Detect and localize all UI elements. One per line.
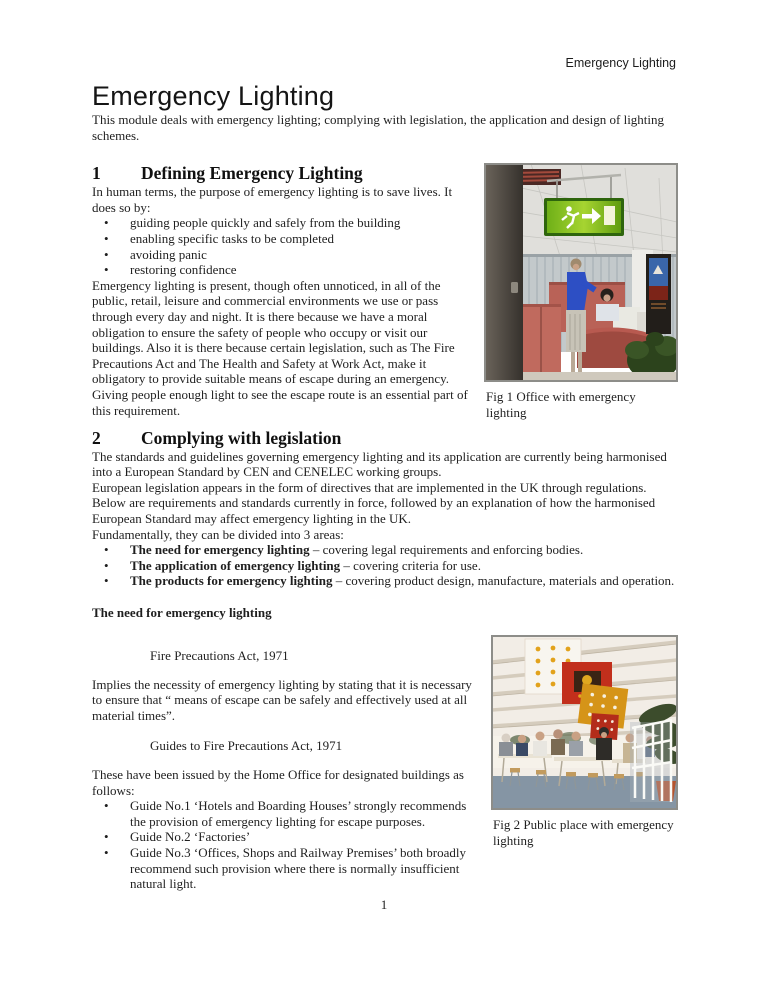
bullet-text: Guide No.3 ‘Offices, Shops and Railway Premises’ both broadly recommend such provision where there is normally insufficient natural light.	[130, 844, 467, 892]
bullet-text: guiding people quickly and safely from the building	[130, 215, 401, 231]
list-item	[92, 798, 474, 829]
bullet-lead: The products for emergency lighting	[130, 573, 333, 589]
public-place-photo	[491, 635, 678, 810]
page-title: Emergency Lighting	[92, 81, 335, 111]
bullet-lead: The application of emergency lighting	[130, 557, 341, 573]
bullet-text: Guide No.1 ‘Hotels and Boarding Houses’ strongly recommends the provision of emergency lighting for escape purposes.	[130, 798, 467, 829]
bullet-text	[130, 558, 676, 574]
bullet-icon	[92, 798, 130, 829]
section-2-number: 2	[92, 427, 101, 448]
bullet-icon	[92, 573, 130, 589]
bullet-text: Guide No.2 ‘Factories’	[130, 829, 251, 845]
section-1-heading-text: Defining Emergency Lighting	[141, 163, 363, 184]
section-1-paragraph: Emergency lighting is present, though often unnoticed, in all of the public, retail, leisure and commercial environments we use or pass through every day and night. It is there because we have a moral obligation to ensure the safety of people who occupy or visit our buildings. Also it is there because certain legislation, such as The Fire Precautions Act and The Health and Safety at Work Act, make it obligatory to provide suitable means of escape during an emergency. Giving people enough light to see the escape route is an essential part of this requirement.	[92, 277, 468, 418]
display-stand	[646, 254, 671, 334]
section-2-heading	[92, 428, 676, 449]
bullet-icon	[92, 558, 130, 574]
acts-section	[92, 635, 676, 892]
railing	[630, 720, 672, 802]
bullet-text	[130, 542, 676, 558]
office-photo	[484, 163, 678, 382]
bullet-text	[130, 573, 676, 589]
bullet-icon	[92, 231, 130, 247]
section-2-paragraph: Fundamentally, they can be divided into 3 areas:	[92, 526, 344, 542]
section-1-paragraph: In human terms, the purpose of emergency lighting is to save lives. It does so by:	[92, 184, 453, 215]
list-item	[92, 845, 474, 892]
section-1-text-column	[92, 163, 474, 418]
bullet-rest: – covering legal requirements and enforcing bodies.	[309, 542, 584, 558]
acts-text-column	[92, 635, 474, 892]
guides-bullet-list	[92, 798, 474, 892]
bullet-text: enabling specific tasks to be completed	[130, 230, 334, 246]
list-item	[92, 231, 474, 247]
figure-1	[484, 163, 676, 422]
page-number: 1	[380, 896, 388, 912]
list-item	[92, 215, 474, 231]
list-item	[92, 247, 474, 263]
section-1-heading	[92, 163, 474, 184]
section-2-paragraph: European legislation appears in the form of directives that are implemented in the UK through regulations. Below are requirements and standards currently in force, followed by an explanation of how the harmonised European Standard may affect emergency lighting in the UK.	[92, 479, 656, 527]
bullet-text: avoiding panic	[130, 246, 207, 262]
bullet-rest: – covering criteria for use.	[340, 557, 481, 573]
act-title: Guides to Fire Precautions Act, 1971	[150, 738, 343, 754]
list-item	[92, 542, 676, 558]
section-2-heading-text: Complying with legislation	[141, 427, 342, 448]
bullet-icon	[92, 542, 130, 558]
bullet-icon	[92, 262, 130, 278]
list-item	[92, 573, 676, 589]
subsection-heading: The need for emergency lighting	[92, 605, 272, 621]
doorway-wall	[485, 164, 523, 381]
section-1-number: 1	[92, 163, 101, 184]
figure-1-caption: Fig 1 Office with emergency lighting	[486, 389, 636, 421]
section-1-bullet-list	[92, 215, 474, 277]
door-handle	[511, 282, 518, 293]
list-item	[92, 262, 474, 278]
bullet-icon	[92, 247, 130, 263]
exit-door-icon	[604, 206, 615, 225]
bullet-icon	[92, 845, 130, 892]
section-1	[92, 163, 676, 422]
bullet-icon	[92, 829, 130, 845]
bullet-icon	[92, 215, 130, 231]
floor	[521, 372, 677, 381]
act-title: Fire Precautions Act, 1971	[150, 648, 289, 664]
section-2-paragraph: The standards and guidelines governing emergency lighting and its application are currently being harmonised into a European Standard by CEN and CENELEC working groups.	[92, 448, 667, 480]
list-item	[92, 829, 474, 845]
running-header: Emergency Lighting	[565, 56, 676, 70]
list-item	[92, 558, 676, 574]
bullet-text: restoring confidence	[130, 262, 237, 278]
act-paragraph: These have been issued by the Home Office for designated buildings as follows:	[92, 767, 464, 798]
bullet-lead: The need for emergency lighting	[130, 542, 310, 558]
section-2-bullet-list	[92, 542, 676, 589]
act-paragraph: Implies the necessity of emergency lighting by stating that it is necessary to ensure that “ means of escape can be safely and effectively used at all material times”.	[92, 676, 472, 723]
bullet-rest: – covering product design, manufacture, materials and operation.	[332, 573, 675, 589]
figure-2-caption: Fig 2 Public place with emergency lighting	[493, 817, 674, 849]
intro-paragraph: This module deals with emergency lighting; complying with legislation, the application and design of lighting schemes.	[92, 112, 665, 143]
figure-2	[491, 635, 676, 850]
